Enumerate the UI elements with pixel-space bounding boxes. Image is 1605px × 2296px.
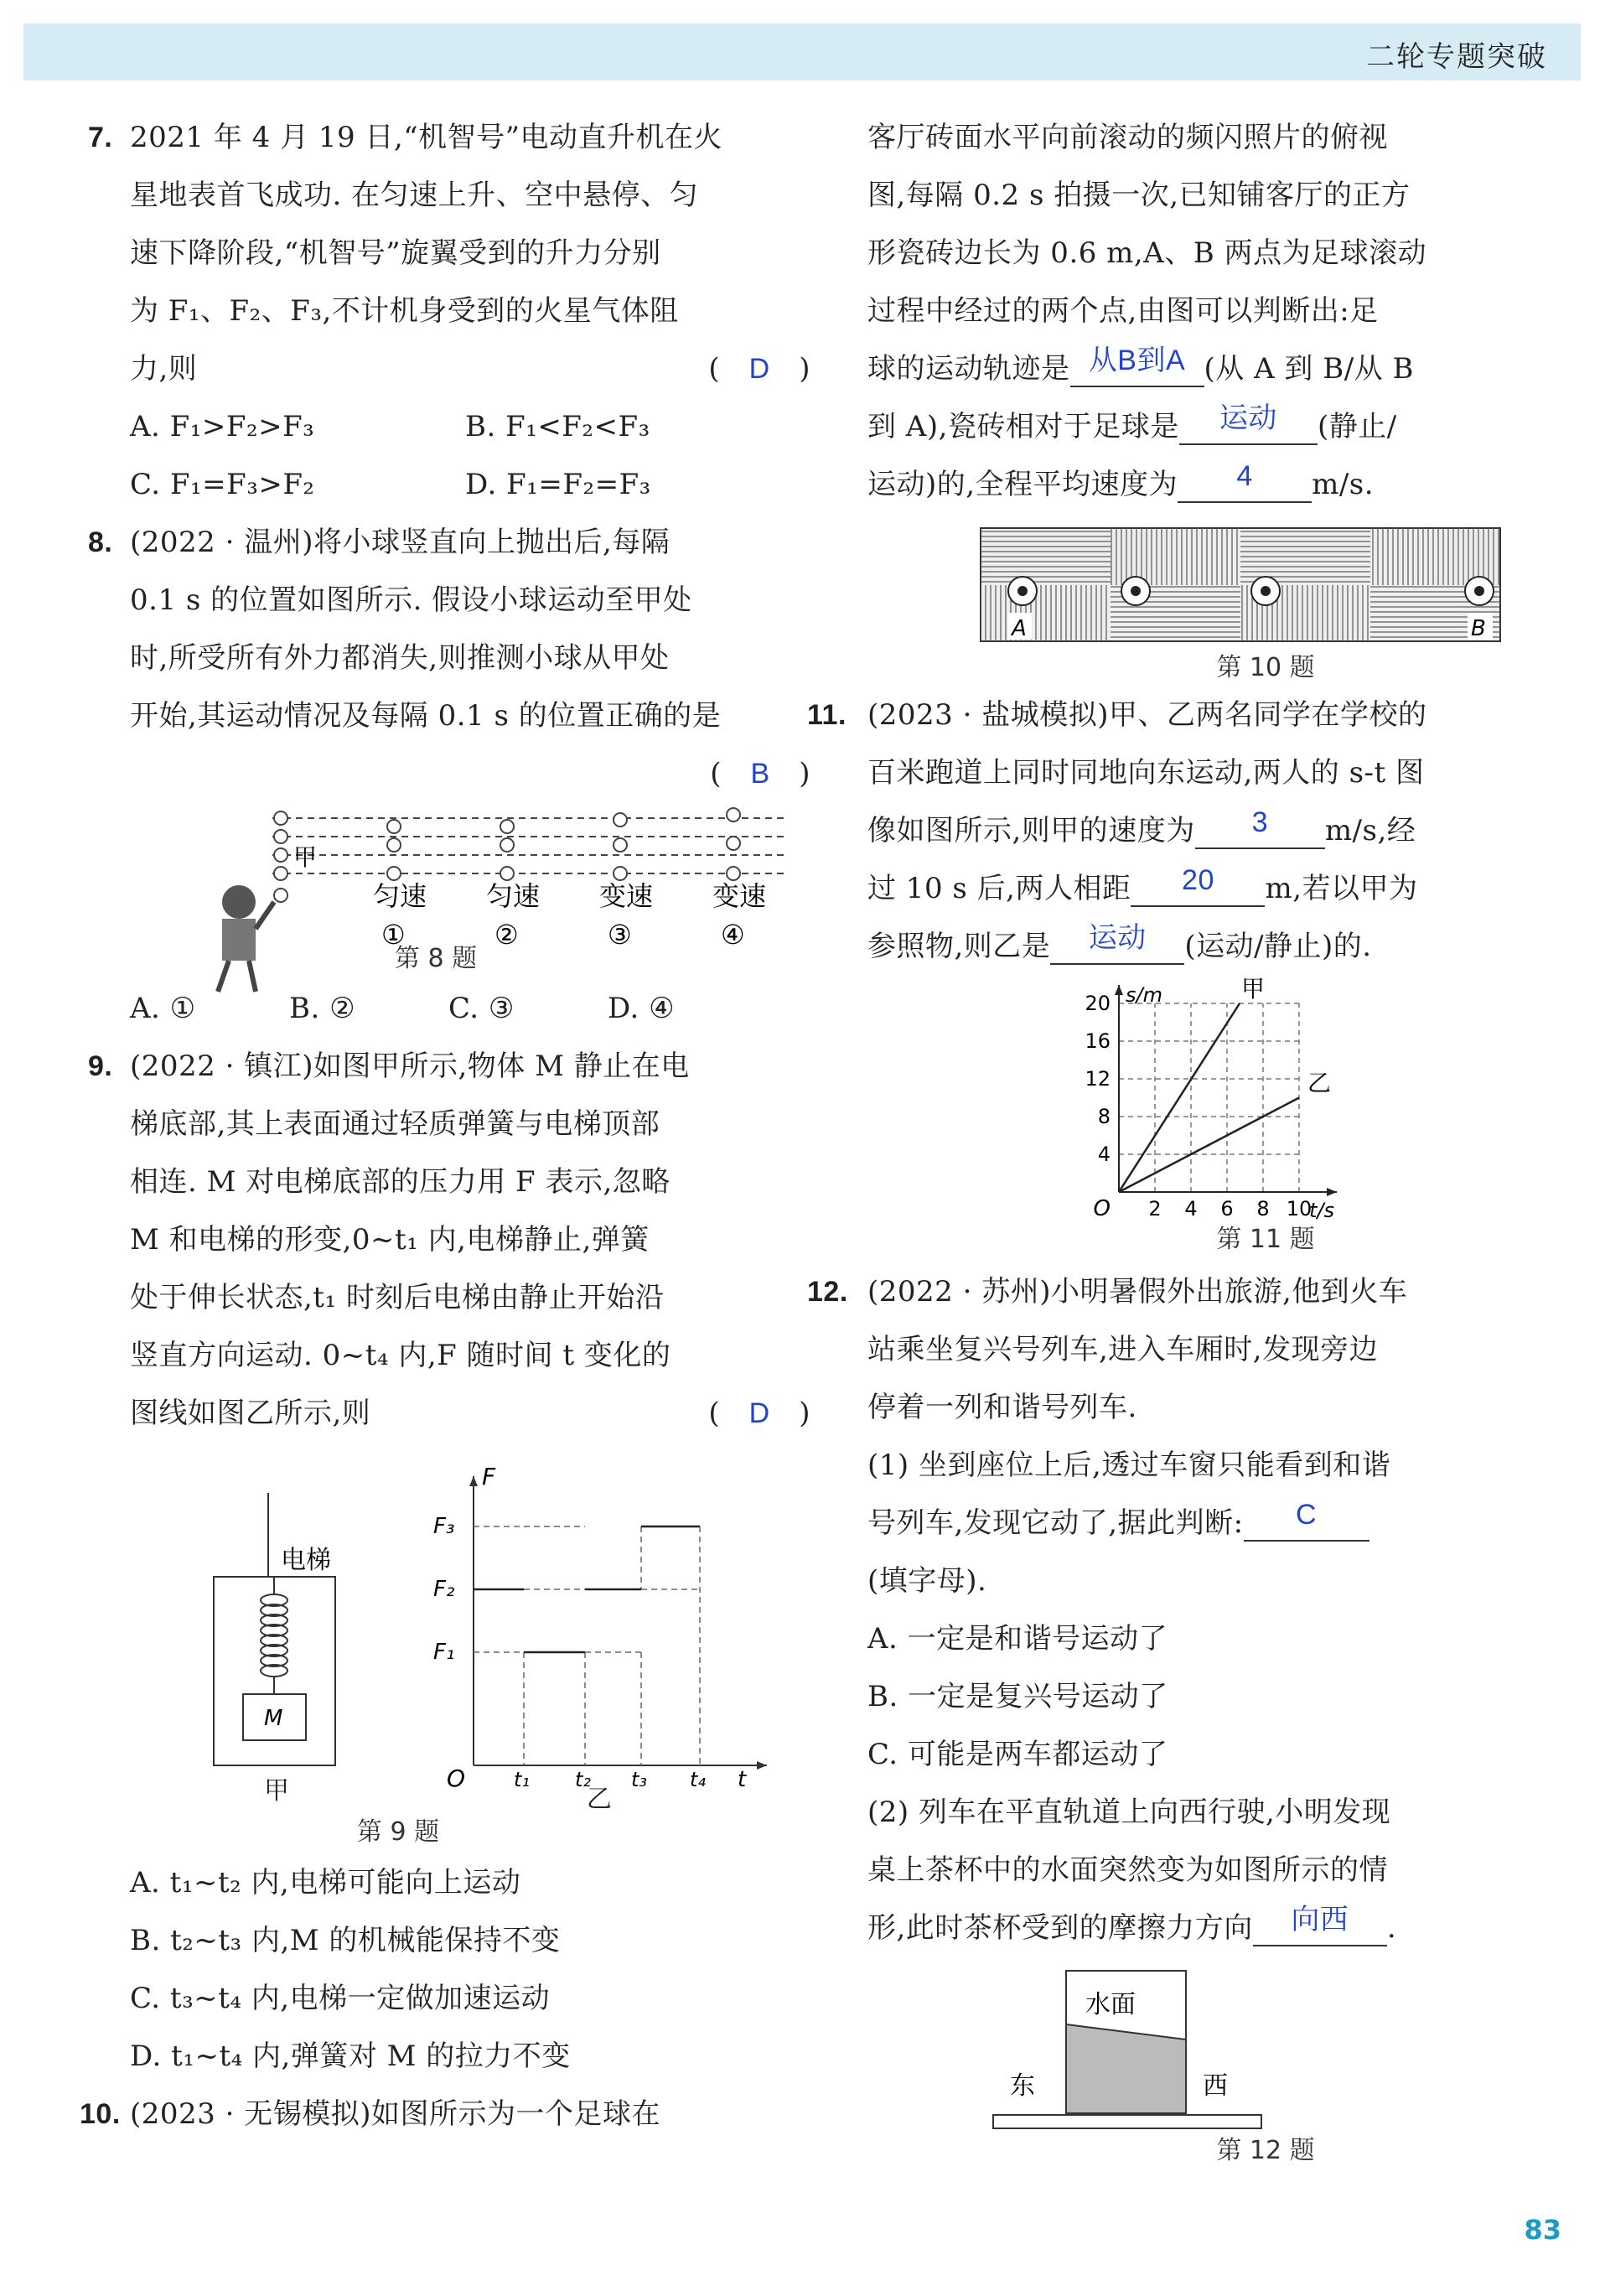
- question-line: 为 F₁、F₂、F₃,不计机身受到的火星气体阻: [130, 294, 679, 328]
- answer-blank: [1253, 1904, 1387, 1946]
- question-number: 8.: [88, 526, 113, 558]
- option-number: ④: [721, 919, 745, 951]
- question-line: 开始,其运动情况及每隔 0.1 s 的位置正确的是: [130, 699, 722, 733]
- question-line: (2) 列车在平直轨道上向西行驶,小明发现: [867, 1796, 1391, 1829]
- question-line: (2022 · 镇江)如图甲所示,物体 M 静止在电: [130, 1050, 690, 1083]
- figure-9: [130, 1443, 817, 1792]
- question-line: 形,此时茶杯受到的摩擦力方向 向西 .: [867, 1904, 1397, 1945]
- question-line: 百米跑道上同时同地向东运动,两人的 s-t 图: [867, 756, 1425, 790]
- x-tick-label: 8: [1256, 1197, 1270, 1221]
- question-line: 号列车,发现它动了,据此判断: C: [867, 1495, 1555, 1552]
- option-number: ③: [608, 919, 632, 951]
- option: D. ④: [608, 992, 676, 1025]
- answer: 20: [1182, 864, 1214, 896]
- option: A. F₁>F₂>F₃: [130, 410, 315, 443]
- question-line: 力,则 ( D ): [130, 352, 810, 386]
- answer: 从B到A: [1088, 345, 1186, 376]
- answer-blank: [1050, 922, 1184, 965]
- f-axis-label: F: [482, 1463, 496, 1490]
- question-line: 停着一列和谐号列车.: [867, 1391, 1137, 1424]
- child-thrower-illustration: [218, 885, 274, 992]
- figure-yi-label: 乙: [587, 1785, 612, 1814]
- y-tick-label: 4: [1097, 1143, 1111, 1166]
- right-column: [807, 109, 1555, 2166]
- question-line: (填字母).: [867, 1564, 987, 1598]
- figure-jia-label: 甲: [264, 1776, 289, 1806]
- answer-blank: [1070, 345, 1204, 387]
- options-row: [130, 456, 817, 514]
- option-number: ①: [381, 919, 406, 951]
- question-line: (2023 · 盐城模拟)甲、乙两名同学在学校的: [867, 698, 1427, 732]
- answer-blank: [1131, 864, 1265, 907]
- water-surface-label: 水面: [1085, 1990, 1136, 2019]
- figure-caption: 第 8 题: [394, 944, 478, 973]
- left-column: [80, 109, 817, 2143]
- figure-caption: 第 12 题: [1216, 2136, 1315, 2165]
- question-10-continued: [867, 109, 1555, 687]
- answer-blank: [1244, 1499, 1369, 1542]
- page-number: 83: [1524, 2214, 1561, 2246]
- west-label: 西: [1203, 2071, 1228, 2101]
- x-tick-label: 6: [1220, 1197, 1234, 1221]
- answer-blank: [1179, 402, 1318, 445]
- y-axis-arrow: [1115, 985, 1123, 995]
- question-line: 球的运动轨迹是 从B到A (从 A 到 B/从 B: [867, 345, 1414, 386]
- figure-10: [867, 514, 1555, 650]
- series-label: 甲: [1241, 975, 1266, 1003]
- east-label: 东: [1010, 2071, 1035, 2101]
- figure-8: [130, 745, 817, 951]
- option: A. 一定是和谐号运动了: [867, 1622, 1168, 1656]
- y-tick-label: 8: [1097, 1105, 1111, 1128]
- question-line: 时,所受所有外力都消失,则推测小球从甲处: [130, 641, 670, 675]
- jia-label: 甲: [293, 843, 318, 871]
- f-tick: F₃: [433, 1514, 455, 1539]
- question-line: (2022 · 苏州)小明暑假外出旅游,他到火车: [867, 1275, 1408, 1309]
- y-tick-label: 12: [1085, 1067, 1111, 1091]
- answer: 3: [1251, 806, 1269, 838]
- option: C. t₃~t₄ 内,电梯一定做加速运动: [130, 1982, 551, 2015]
- question-7: [88, 109, 817, 514]
- motion-label: 变速: [712, 880, 767, 912]
- option: B. ②: [289, 992, 356, 1025]
- y-axis-label: s/m: [1126, 983, 1162, 1007]
- question-line: 图,每隔 0.2 s 拍摄一次,已知铺客厅的正方: [867, 179, 1411, 212]
- option: A. ①: [130, 992, 196, 1025]
- answer: D: [748, 1397, 770, 1429]
- t-tick: t₁: [514, 1768, 531, 1791]
- option: C. 可能是两车都运动了: [867, 1738, 1168, 1771]
- t-tick: t₄: [690, 1768, 707, 1791]
- option: C. F₁=F₃>F₂: [130, 468, 315, 501]
- question-number: 10.: [80, 2098, 121, 2130]
- figure-caption: 第 10 题: [1216, 653, 1315, 682]
- ball-positions-diagram: [130, 803, 817, 996]
- series-line-1: [1119, 1003, 1240, 1192]
- motion-label: 变速: [599, 880, 654, 912]
- question-line: 桌上茶杯中的水面突然变为如图所示的情: [867, 1853, 1388, 1887]
- question-11: [807, 687, 1555, 1257]
- f-tick: F₁: [433, 1640, 455, 1665]
- question-number: 7.: [88, 122, 113, 153]
- question-number: 9.: [88, 1050, 113, 1082]
- answer: 向西: [1291, 1904, 1349, 1936]
- option: B. t₂~t₃ 内,M 的机械能保持不变: [130, 1924, 561, 1957]
- question-line: 速下降阶段,“机智号”旋翼受到的升力分别: [130, 236, 661, 270]
- x-tick-label: 10: [1286, 1197, 1312, 1221]
- question-line: M 和电梯的形变,0~t₁ 内,电梯静止,弹簧: [130, 1223, 650, 1257]
- options-row: [130, 398, 817, 456]
- question-line: 0.1 s 的位置如图所示. 假设小球运动至甲处: [130, 583, 692, 617]
- elevator-label: 电梯: [281, 1546, 331, 1575]
- question-line: 过程中经过的两个点,由图可以判断出:足: [867, 294, 1379, 328]
- t-tick: t₃: [631, 1768, 648, 1791]
- question-line: 图线如图乙所示,则 ( D ): [130, 1397, 810, 1430]
- question-line: 梯底部,其上表面通过轻质弹簧与电梯顶部: [130, 1107, 660, 1141]
- question-line: 过 10 s 后,两人相距 20 m,若以甲为: [867, 864, 1418, 905]
- question-line: 处于伸长状态,t₁ 时刻后电梯由静止开始沿: [130, 1281, 665, 1314]
- header-title: 二轮专题突破: [1366, 40, 1547, 74]
- s-t-chart: [867, 976, 1555, 1223]
- figure-11: [867, 976, 1555, 1223]
- question-line: 2021 年 4 月 19 日,“机智号”电动直升机在火: [130, 121, 723, 154]
- question-8: 8. (2022 · 温州)将小球竖直向上抛出后,每隔 0.1 s 的位置如图所示. 假设小球运动至甲处 时,所受所有外力都消失,则推测小球从甲处 开始,其运动情况及每隔 0.1 s 的位置正确的是 ( B ) 甲 匀速 匀速 变速 变速 ① ② ③ ④ 第 8 题 A. ① B. ② C. ③ D. ④: [130, 514, 817, 1038]
- answer: C: [1296, 1499, 1318, 1531]
- answer: D: [748, 353, 770, 385]
- mass-label: M: [264, 1706, 283, 1731]
- figure-caption: 第 11 题: [1216, 1225, 1315, 1254]
- option-number: ②: [494, 919, 519, 951]
- elevator-force-diagram: [130, 1443, 817, 1792]
- x-axis-label: t/s: [1309, 1199, 1334, 1222]
- x-tick-label: 4: [1184, 1197, 1198, 1221]
- answer: 运动: [1219, 402, 1277, 434]
- series-line-2: [1119, 1098, 1299, 1193]
- question-number: 12.: [807, 1276, 848, 1308]
- point-b-label: B: [1471, 616, 1486, 641]
- question-line: 竖直方向运动. 0~t₄ 内,F 随时间 t 变化的: [130, 1339, 671, 1372]
- tea-cup-diagram: [867, 1964, 1555, 2132]
- question-line: 星地表首飞成功. 在匀速上升、空中悬停、匀: [130, 179, 699, 212]
- f-tick: F₂: [433, 1577, 455, 1602]
- option: D. t₁~t₄ 内,弹簧对 M 的拉力不变: [130, 2039, 571, 2073]
- option: A. t₁~t₂ 内,电梯可能向上运动: [130, 1866, 521, 1900]
- question-line: 站乘坐复兴号列车,进入车厢时,发现旁边: [867, 1333, 1379, 1366]
- y-tick-label: 16: [1085, 1029, 1111, 1053]
- origin-label: O: [1093, 1196, 1111, 1221]
- question-line: 运动)的,全程平均速度为 4 m/s.: [867, 460, 1375, 501]
- question-line: 相连. M 对电梯底部的压力用 F 表示,忽略: [130, 1165, 670, 1199]
- table: [993, 2115, 1261, 2128]
- option: C. ③: [448, 992, 515, 1025]
- question-line: (2022 · 温州)将小球竖直向上抛出后,每隔: [130, 526, 670, 559]
- question-line: 形瓷砖边长为 0.6 m,A、B 两点为足球滚动: [867, 236, 1427, 270]
- figure-12: [867, 1957, 1555, 2136]
- question-line: 客厅砖面水平向前滚动的频闪照片的俯视: [867, 121, 1388, 154]
- t-tick: t₂: [575, 1768, 592, 1791]
- question-9: [88, 1038, 817, 2086]
- option: B. F₁<F₂<F₃: [465, 410, 650, 443]
- answer: 运动: [1088, 922, 1147, 954]
- question-line: 参照物,则乙是 运动 (运动/静止)的.: [867, 922, 1372, 963]
- answer-blank: [1178, 460, 1312, 503]
- t-axis-label: t: [738, 1767, 747, 1792]
- y-tick-label: 20: [1085, 992, 1111, 1015]
- answer-blank: [1195, 806, 1325, 849]
- origin-label: O: [447, 1765, 466, 1792]
- series-label: 乙: [1307, 1069, 1332, 1097]
- page-header: [23, 23, 1581, 80]
- option: B. 一定是复兴号运动了: [867, 1680, 1168, 1713]
- motion-label: 匀速: [486, 880, 541, 912]
- x-tick-label: 2: [1148, 1197, 1162, 1221]
- answer: 4: [1236, 460, 1253, 492]
- option: D. F₁=F₂=F₃: [465, 468, 651, 501]
- question-10-start: [80, 2086, 817, 2143]
- tile-floor-photo: [867, 524, 1555, 645]
- question-line: 到 A),瓷砖相对于足球是 运动 (静止/: [867, 402, 1397, 443]
- question-12: [807, 1263, 1555, 2166]
- question-number: 11.: [807, 699, 847, 731]
- question-line: (2023 · 无锡模拟)如图所示为一个足球在: [130, 2097, 660, 2131]
- point-a-label: A: [1012, 616, 1027, 641]
- motion-label: 匀速: [373, 880, 427, 912]
- question-line: (1) 坐到座位上后,透过车窗只能看到和谐: [867, 1449, 1391, 1482]
- spring: [261, 1577, 287, 1694]
- answer: B: [750, 758, 770, 790]
- x-axis-arrow: [1327, 1188, 1337, 1196]
- figure-caption: 第 9 题: [356, 1817, 440, 1847]
- question-line: 像如图所示,则甲的速度为 3 m/s,经: [867, 806, 1416, 847]
